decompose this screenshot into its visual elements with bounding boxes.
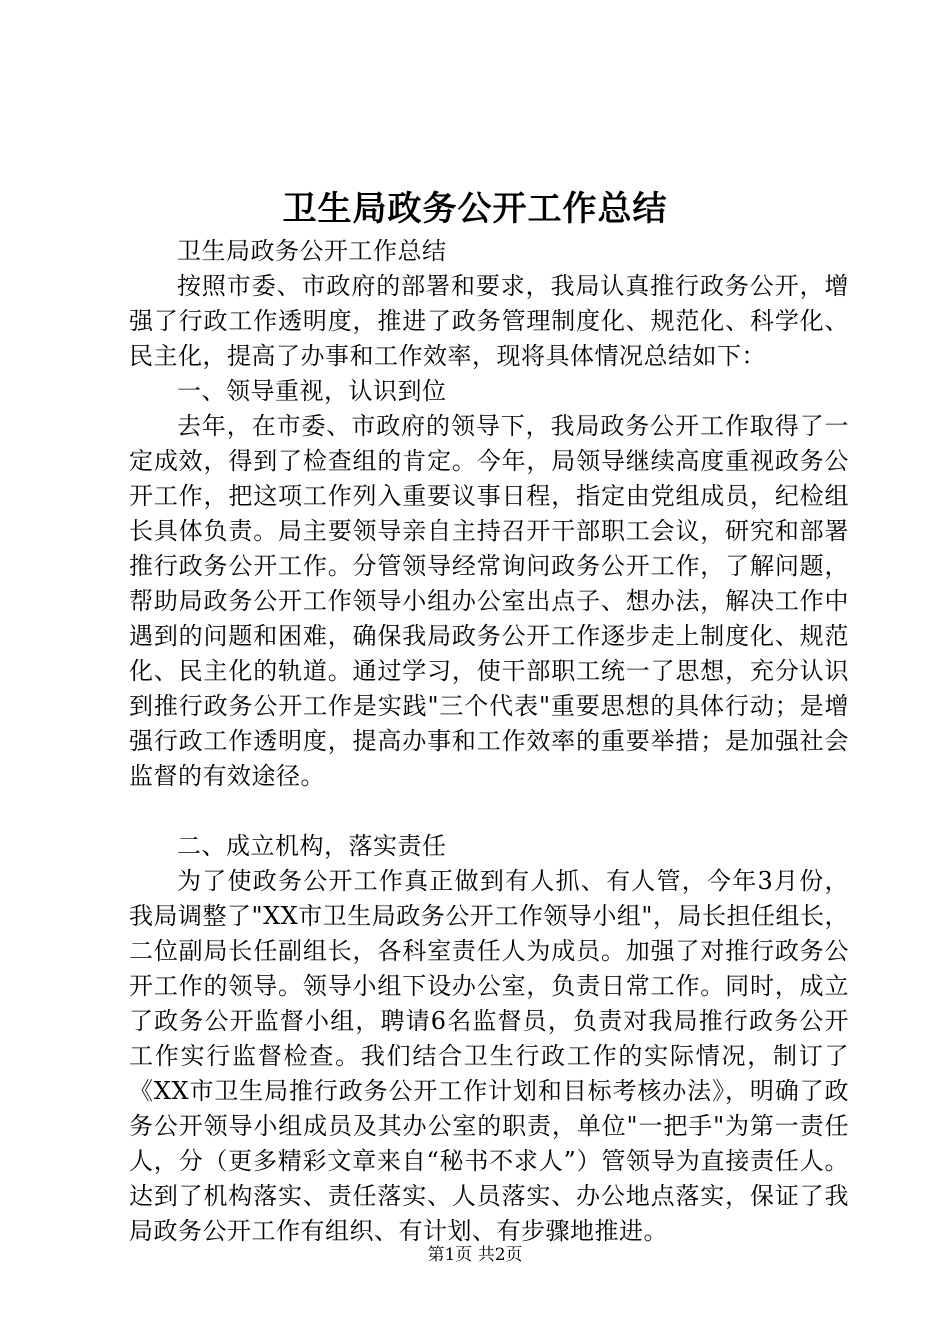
paragraph-subtitle: 卫生局政务公开工作总结 [177, 237, 447, 265]
document-title: 卫生局政务公开工作总结 [282, 189, 668, 229]
paragraph-intro: 按照市委、市政府的部署和要求，我局认真推行政务公开，增强了行政工作透明度，推进了政务管理制度化、规范化、科学化、民主化，提高了办事和工作效率，现将具体情况总结如下： [129, 272, 849, 370]
document-body [129, 234, 849, 1249]
section-heading-1: 一、领导重视，认识到位 [177, 377, 447, 405]
paragraph-section-1: 去年，在市委、市政府的领导下，我局政务公开工作取得了一定成效，得到了检查组的肯定。今年，局领导继续高度重视政务公开工作，把这项工作列入重要议事日程，指定由党组成员，纪检组长具体负责。局主要领导亲自主持召开干部职工会议，研究和部署推行政务公开工作。分管领导经常询问政务公开工作，了解问题，帮助局政务公开工作领导小组办公室出点子、想办法，解决工作中遇到的问题和困难，确保我局政务公开工作逐步走上制度化、规范化、民主化的轨道。通过学习，使干部职工统一了思想，充分认识到推行政务公开工作是实践"三个代表"重要思想的具体行动；是增强行政工作透明度，提高办事和工作效率的重要举措；是加强社会监督的有效途径。 [129, 412, 849, 790]
section-heading-2: 二、成立机构，落实责任 [177, 832, 447, 860]
paragraph-section-2: 为了使政务公开工作真正做到有人抓、有人管，今年3月份，我局调整了"XX市卫生局政务公开工作领导小组"，局长担任组长，二位副局长任副组长，各科室责任人为成员。加强了对推行政务公开工作的领导。领导小组下设办公室，负责日常工作。同时，成立了政务公开监督小组，聘请6名监督员，负责对我局推行政务公开工作实行监督检查。我们结合卫生行政工作的实际情况，制订了《XX市卫生局推行政务公开工作计划和目标考核办法》，明确了政务公开领导小组成员及其办公室的职责，单位"一把手"为第一责任人，分（更多精彩文章来自“秘书不求人”）管领导为直接责任人。达到了机构落实、责任落实、人员落实、办公地点落实，保证了我局政务公开工作有组织、有计划、有步骤地推进。 [129, 867, 849, 1245]
page-footer: 第1页 共2页 [427, 1245, 523, 1265]
